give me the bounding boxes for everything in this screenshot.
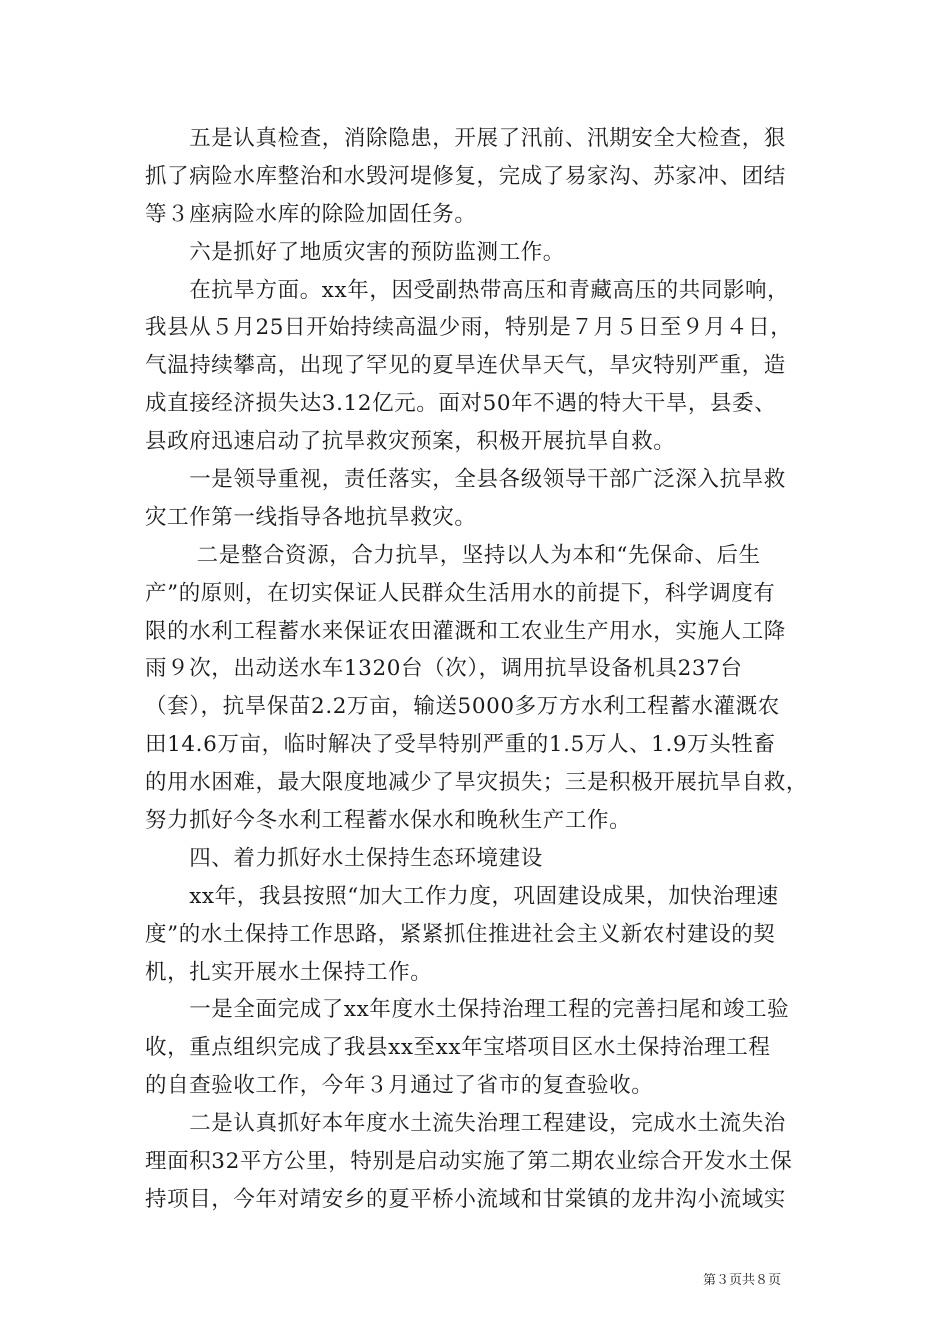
text-line: 抓了病险水库整治和水毁河堤修复，完成了易家沟、苏家冲、团结	[145, 163, 786, 189]
text-line: 二是整合资源，合力抗旱，坚持以人为本和“先保命、后生	[145, 542, 761, 568]
text-line: 气温持续攀高，出现了罕见的夏旱连伏旱天气，旱灾特别严重，造	[145, 353, 786, 379]
text-line: 的自查验收工作，今年３月通过了省市的复查验收。	[145, 1073, 654, 1099]
text-line: （套），抗旱保苗2.2万亩，输送5000多万方水利工程蓄水灌溉农	[145, 694, 780, 720]
text-line: 四、着力抓好水土保持生态环境建设	[145, 845, 543, 871]
text-line: 二是认真抓好本年度水土流失治理工程建设，完成水土流失治	[145, 1111, 786, 1137]
text-line: 一是全面完成了xx年度水土保持治理工程的完善扫尾和竣工验	[145, 997, 790, 1023]
text-line: 理面积32平方公里，特别是启动实施了第二期农业综合开发水土保	[145, 1149, 793, 1175]
text-line: 的用水困难，最大限度地减少了旱灾损失；三是积极开展抗旱自救，	[145, 770, 809, 796]
text-line: 持项目，今年对靖安乡的夏平桥小流域和甘棠镇的龙井沟小流域实	[145, 1186, 786, 1212]
text-line: 县政府迅速启动了抗旱救灾预案，积极开展抗旱自救。	[145, 429, 676, 455]
text-line: xx年，我县按照“加大工作力度，巩固建设成果，加快治理速	[145, 883, 779, 909]
page-number: 第３页共８页	[703, 1273, 782, 1288]
text-line: 成直接经济损失达3.12亿元。面对50年不遇的特大干旱，县委、	[145, 391, 777, 417]
text-line: 限的水利工程蓄水来保证农田灌溉和工农业生产用水，实施人工降	[145, 618, 786, 644]
text-line: 五是认真检查，消除隐患，开展了汛前、汛期安全大检查，狠	[145, 126, 786, 151]
text-line: 度”的水土保持工作思路，紧紧抓住推进社会主义新农村建设的契	[145, 921, 776, 947]
document-body	[145, 120, 825, 1219]
text-line: 等３座病险水库的除险加固任务。	[145, 201, 477, 227]
text-line: 田14.6万亩，临时解决了受旱特别严重的1.5万人、1.9万头牲畜	[145, 732, 776, 758]
text-line: 产”的原则，在切实保证人民群众生活用水的前提下，科学调度有	[145, 580, 776, 606]
text-line: 收，重点组织完成了我县xx至xx年宝塔项目区水土保持治理工程	[145, 1035, 771, 1061]
text-line: 在抗旱方面。xx年，因受副热带高压和青藏高压的共同影响，	[145, 277, 790, 303]
text-line: 灾工作第一线指导各地抗旱救灾。	[145, 504, 477, 530]
text-line: 努力抓好今冬水利工程蓄水保水和晚秋生产工作。	[145, 808, 632, 834]
text-line: 我县从５月25日开始持续高温少雨，特别是７月５日至９月４日，	[145, 315, 793, 341]
text-line: 一是领导重视，责任落实，全县各级领导干部广泛深入抗旱救	[145, 467, 786, 493]
text-line: 六是抓好了地质灾害的预防监测工作。	[145, 239, 565, 265]
text-line: 雨９次，出动送水车1320台（次），调用抗旱设备机具237台	[145, 656, 743, 682]
text-line: 机，扎实开展水土保持工作。	[145, 959, 433, 985]
